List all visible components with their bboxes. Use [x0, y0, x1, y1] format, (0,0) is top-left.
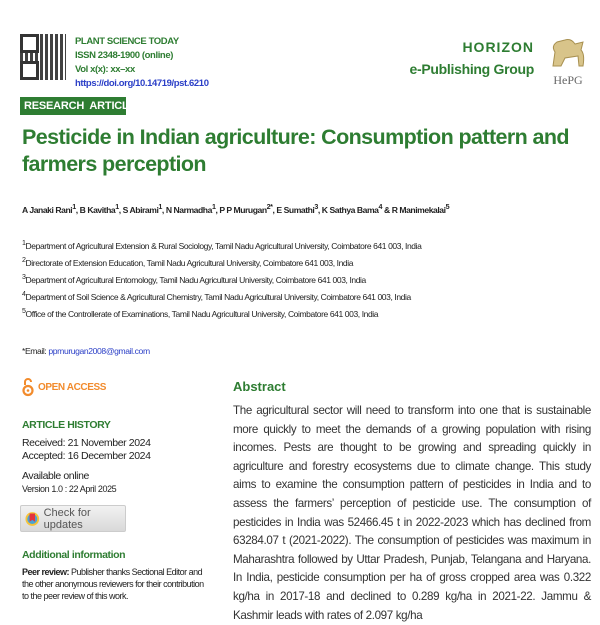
author-name: B Kavitha	[79, 204, 116, 215]
open-access-icon	[22, 377, 34, 397]
affiliation: $^5$Office of the Controllerate of Examinations, Tamil Nadu Agricultural University, Coimbatore 641 003, India	[22, 307, 379, 319]
author-list: A Janaki Rani$^1$, B Kavitha$^1$, S Abirami$^1$, N Narmadha$^1$, P P Murugan$^{2*}$, E Sumathi$^3$, K Sathya Bama$^4$ & R Manimekalai$^5$	[22, 203, 450, 215]
article-title: Pesticide in Indian agriculture: Consumption pattern and farmers perception	[22, 125, 569, 176]
corresponding-email: *Email: ppmurugan2008@gmail.com	[22, 346, 150, 356]
journal-issn: ISSN 2348-1900 (online)	[75, 50, 173, 61]
journal-volume: Vol x(x): xx–xx	[75, 64, 135, 75]
bookmark-icon	[25, 510, 40, 528]
abstract-heading: Abstract	[233, 379, 286, 394]
article-history: Received: 21 November 2024 Accepted: 16 December 2024 Available online Version 1.0 : 22 April 2025	[22, 437, 151, 494]
author-name: A Janaki Rani	[22, 204, 73, 215]
email-link[interactable]: ppmurugan2008@gmail.com	[48, 346, 150, 356]
article-type-badge: RESEARCH ARTICLE	[20, 97, 126, 115]
author-name: R Manimekalai	[391, 204, 446, 215]
article-history-heading: ARTICLE HISTORY	[22, 419, 111, 431]
author-name: P P Murugan	[219, 204, 267, 215]
qr-code	[20, 34, 66, 80]
publisher-name: HORIZON	[462, 39, 534, 55]
affiliation: $^2$Directorate of Extension Education, Tamil Nadu Agricultural University, Coimbatore 641 003, India	[22, 256, 354, 268]
affiliation: $^3$Department of Agricultural Entomology, Tamil Nadu Agricultural University, Coimbatore 641 003, India	[22, 273, 366, 285]
affiliation: $^4$Department of Soil Science & Agricultural Chemistry, Tamil Nadu Agricultural University, Coimbatore 641 003, India	[22, 290, 411, 302]
author-name: S Abirami	[122, 204, 159, 215]
open-access-badge: OPEN ACCESS	[22, 377, 106, 397]
check-for-updates-button[interactable]: Check for updates	[20, 505, 126, 532]
additional-info-heading: Additional information	[22, 549, 126, 561]
publisher-logo: HePG	[545, 36, 591, 82]
doi-link[interactable]: https://doi.org/10.14719/pst.6210	[75, 78, 209, 89]
lion-logo-icon	[545, 36, 591, 68]
affiliation: $^1$Department of Agricultural Extension & Rural Sociology, Tamil Nadu Agricultural University, Coimbatore 641 003, India	[22, 239, 422, 251]
abstract-text: The agricultural sector will need to transform into one that is sustainable more quickly to meet the demands of a growing population with rising incomes. Pests are thought to be growing and spreading quickly in agriculture and forestry ecosystems due to climate change. This study aims to examine the consumption pattern of pesticides in India and to assess the farmers’ perception of pesticide use. The consumption of pesticides in India was 52466.45 t in 2022-2023 which has declined from 63284.07 t (2021-2022). The consumption of pesticides was maximum in Maharashtra followed by Uttar Pradesh, Punjab, Telangana and Haryana. In India, pesticide consumption per ha of gross cropped area was 0.322 kg/ha in 2017-18 and declined to 0.289 kg/ha in 2021-22. Jammu & Kashmir leads with rates of 2.097 kg/ha	[233, 404, 591, 622]
author-name: E Sumathi	[276, 204, 315, 215]
author-name: N Narmadha	[165, 204, 212, 215]
publisher-subtitle: e-Publishing Group	[409, 61, 534, 77]
author-name: K Sathya Bama	[321, 204, 379, 215]
peer-review-note: Peer review: Publisher thanks Sectional Editor and the other anonymous reviewers for their contribution to the peer review of this work.	[22, 567, 204, 601]
journal-name: PLANT SCIENCE TODAY	[75, 36, 179, 47]
